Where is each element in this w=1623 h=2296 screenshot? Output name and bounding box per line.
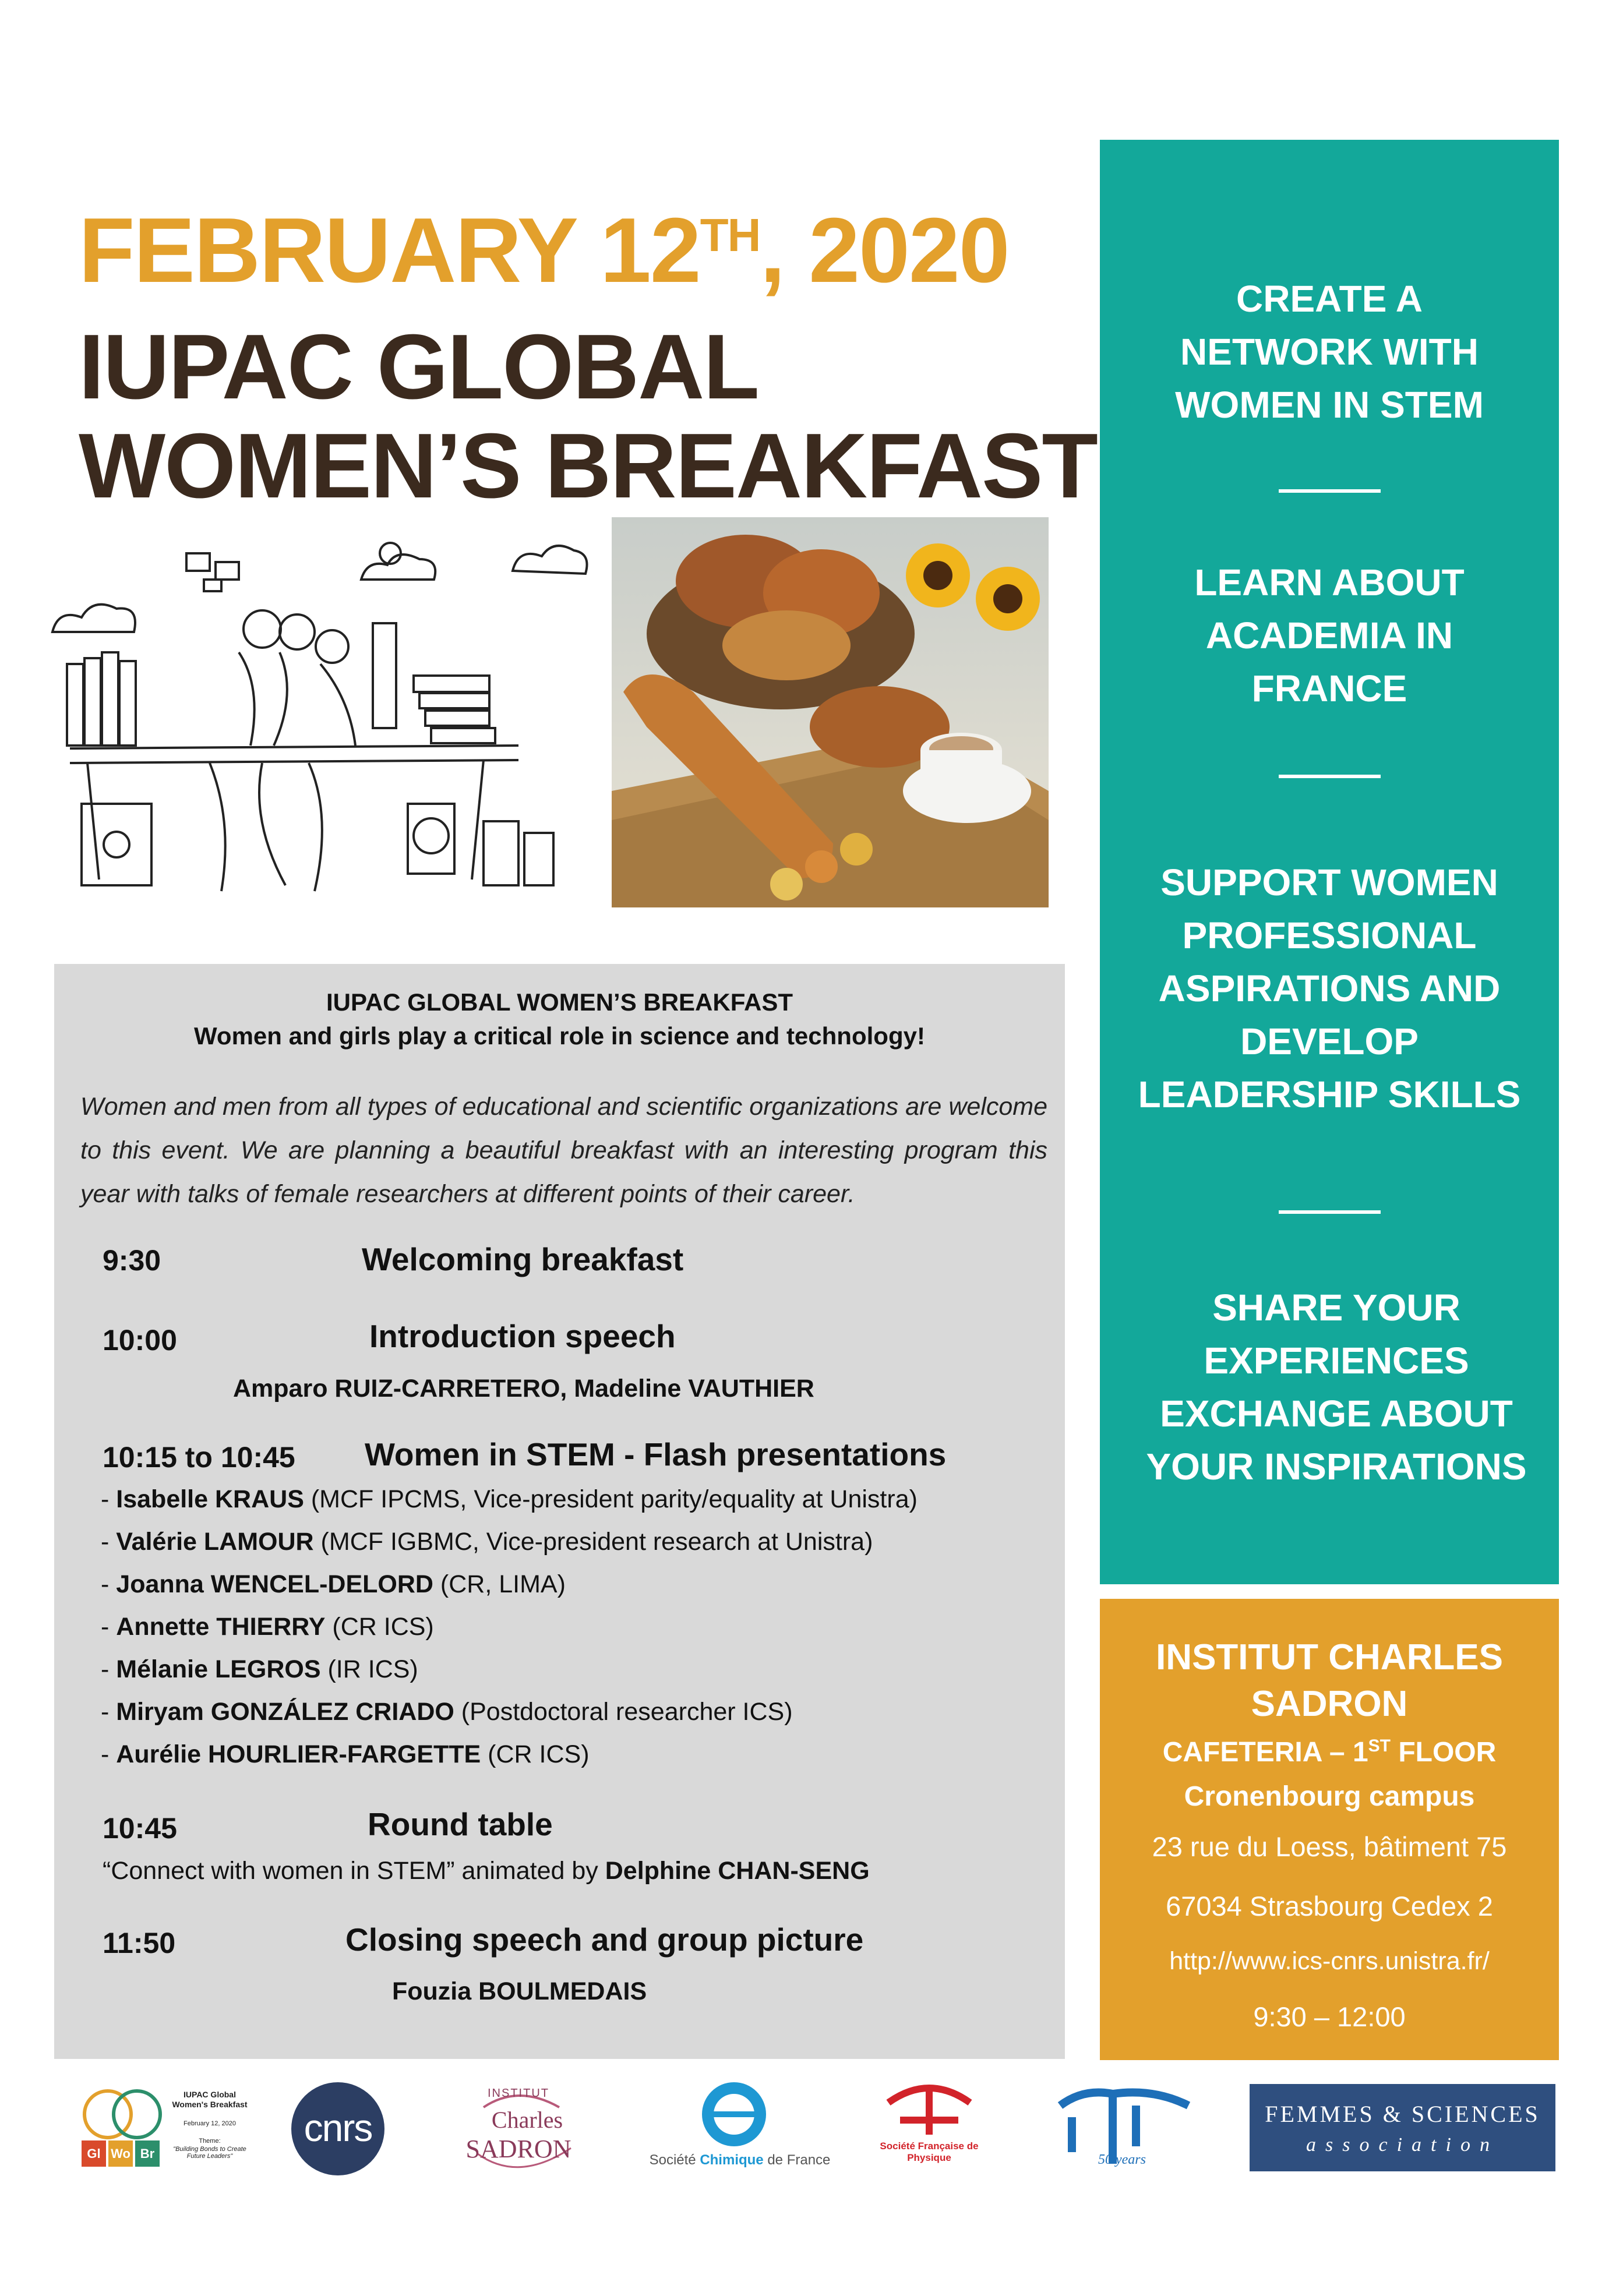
sfp-logo <box>877 2079 982 2181</box>
ics-logo-charles: Charles <box>491 2107 563 2133</box>
program-panel <box>54 964 1065 2059</box>
fs-logo-subtitle: association <box>1306 2134 1499 2156</box>
venue-room: CAFETERIA – 1ST FLOOR <box>1162 1736 1497 1768</box>
gwb-logo-theme-label: Theme: <box>199 2138 221 2145</box>
benefit-academia: LEARN ABOUT ACADEMIA IN FRANCE <box>1194 561 1465 709</box>
scf-logo <box>635 2079 845 2184</box>
event-title-line-2: WOMEN’S BREAKFAST <box>79 415 1097 517</box>
gwb-logo-title: IUPAC Global Women's Breakfast <box>172 2090 248 2109</box>
afp-logo <box>1049 2082 1200 2178</box>
program-intro: Women and men from all types of educational and scientific organizations are welcome to this event. We are planning a beautiful breakfast with an interesting program this year with talks of female researchers at different points of their career. <box>80 1093 1047 1208</box>
venue-address-line-2: 67034 Strasbourg Cedex 2 <box>1166 1891 1493 1921</box>
event-hours: 9:30 – 12:00 <box>1253 2001 1406 2032</box>
speaker-item: - Mélanie LEGROS (IR ICS) <box>101 1655 418 1683</box>
program-event-speakers: Amparo RUIZ-CARRETERO, Madeline VAUTHIER <box>233 1375 814 1403</box>
divider <box>1279 775 1381 778</box>
venue-website-link[interactable]: http://www.ics-cnrs.unistra.fr/ <box>1169 1947 1490 1975</box>
scf-mark-icon <box>687 2079 781 2155</box>
afp-logo-years: 50 years <box>1098 2152 1146 2167</box>
scf-logo-name: Société Chimique de France <box>649 2152 831 2168</box>
gwb-globe-icon <box>82 2085 163 2173</box>
venue-campus: Cronenbourg campus <box>1184 1781 1475 1812</box>
speaker-item: - Aurélie HOURLIER-FARGETTE (CR ICS) <box>101 1740 590 1768</box>
venue-name-line-1: INSTITUT CHARLES <box>1156 1637 1503 1677</box>
benefits-panel <box>1100 140 1559 1584</box>
gwb-cell-gl: Gl <box>87 2146 101 2161</box>
program-time: 11:50 <box>103 1927 176 1959</box>
gwb-logo <box>82 2085 256 2173</box>
divider <box>1279 1210 1381 1214</box>
program-time: 10:00 <box>103 1324 177 1357</box>
venue-name-line-2: SADRON <box>1251 1684 1408 1724</box>
gwb-logo-theme: "Building Bonds to Create Future Leaders" <box>173 2146 246 2160</box>
scientist-cartoon-illustration <box>17 530 606 903</box>
event-title-line-1: IUPAC GLOBAL <box>79 316 758 418</box>
benefit-share: SHARE YOUR EXPERIENCES EXCHANGE ABOUT YOUR INSPIRATIONS <box>1146 1287 1527 1488</box>
program-event-title: Closing speech and group picture <box>345 1921 864 1958</box>
speaker-item: - Miryam GONZÁLEZ CRIADO (Postdoctoral researcher ICS) <box>101 1698 793 1726</box>
program-event-title: Introduction speech <box>369 1318 676 1354</box>
ics-logo-sadron: SADRON <box>465 2135 571 2163</box>
program-event-title: Welcoming breakfast <box>362 1241 684 1277</box>
location-panel <box>1100 1599 1559 2060</box>
program-subheading: Women and girls play a critical role in science and technology! <box>194 1022 925 1050</box>
benefit-network: CREATE A NETWORK WITH WOMEN IN STEM <box>1175 278 1484 426</box>
event-date: FEBRUARY 12TH, 2020 <box>79 199 1009 302</box>
program-event-speakers: Fouzia BOULMEDAIS <box>392 1977 647 2005</box>
gwb-cell-wo: Wo <box>111 2146 130 2161</box>
venue-address-line-1: 23 rue du Loess, bâtiment 75 <box>1152 1831 1507 1862</box>
program-time: 9:30 <box>103 1244 161 1277</box>
sfp-logo-name: Société Française de Physique <box>880 2140 979 2163</box>
speaker-item: - Joanna WENCEL-DELORD (CR, LIMA) <box>101 1570 566 1598</box>
program-event-detail: “Connect with women in STEM” animated by Delphine CHAN-SENG <box>103 1857 870 1885</box>
program-heading: IUPAC GLOBAL WOMEN’S BREAKFAST <box>326 988 793 1016</box>
benefit-support: SUPPORT WOMEN PROFESSIONAL ASPIRATIONS AND DEVELOP LEADERSHIP SKILLS <box>1138 861 1521 1115</box>
cnrs-logo: cnrs <box>291 2082 384 2175</box>
femmes-sciences-logo <box>1250 2084 1555 2171</box>
breakfast-photo <box>612 517 1049 907</box>
gwb-logo-date: February 12, 2020 <box>184 2120 236 2127</box>
program-time: 10:15 to 10:45 <box>103 1441 295 1474</box>
sfp-mark-icon <box>877 2079 982 2138</box>
ics-logo <box>454 2084 583 2177</box>
program-event-title: Women in STEM - Flash presentations <box>365 1436 947 1472</box>
program-event-title: Round table <box>368 1806 553 1842</box>
ics-logo-institut: INSTITUT <box>488 2087 549 2100</box>
divider <box>1279 489 1381 493</box>
speaker-item: - Isabelle KRAUS (MCF IPCMS, Vice-president parity/equality at Unistra) <box>101 1485 918 1513</box>
gwb-cell-br: Br <box>140 2146 155 2161</box>
speaker-item: - Valérie LAMOUR (MCF IGBMC, Vice-president research at Unistra) <box>101 1528 873 1556</box>
fs-logo-title: FEMMES & SCIENCES <box>1265 2101 1540 2127</box>
program-time: 10:45 <box>103 1812 177 1845</box>
speaker-item: - Annette THIERRY (CR ICS) <box>101 1613 434 1641</box>
